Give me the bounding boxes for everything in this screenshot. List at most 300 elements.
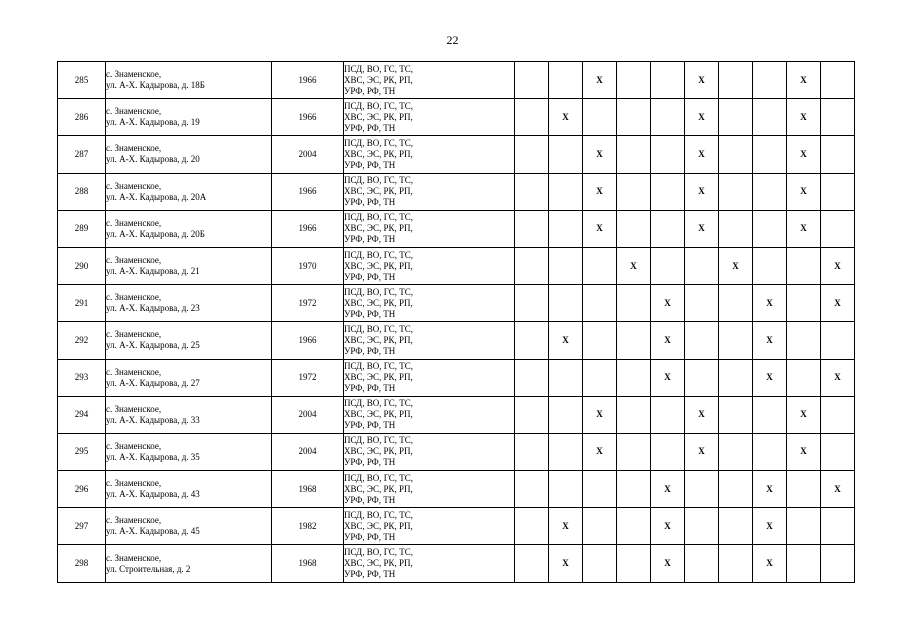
systems-line-1: ПСД, ВО, ГС, ТС, [344, 361, 414, 372]
address-line-1: с. Знаменское, [106, 478, 162, 489]
empty-cell [753, 99, 787, 136]
empty-cell [617, 471, 651, 508]
table-row [58, 285, 855, 322]
systems-cell [344, 99, 515, 136]
x-mark: X [800, 111, 807, 122]
row-number: 288 [58, 173, 106, 210]
mark-cell [651, 545, 685, 582]
x-mark: X [834, 260, 841, 271]
mark-cell [549, 99, 583, 136]
year-cell: 1982 [272, 508, 344, 545]
systems-line-3: УРФ, РФ, ТН [344, 197, 396, 208]
empty-cell [617, 359, 651, 396]
table-row [58, 62, 855, 99]
address-cell [106, 322, 272, 359]
empty-cell [549, 471, 583, 508]
empty-cell [719, 322, 753, 359]
empty-cell [617, 173, 651, 210]
empty-cell [685, 322, 719, 359]
table-row [58, 210, 855, 247]
address-line-1: с. Знаменское, [106, 403, 162, 414]
x-mark: X [766, 483, 773, 494]
systems-line-2: ХВС, ЭС, РК, РП, [344, 558, 413, 569]
mark-cell [617, 247, 651, 284]
mark-cell [685, 99, 719, 136]
empty-cell [787, 359, 821, 396]
x-mark: X [664, 297, 671, 308]
empty-cell [719, 471, 753, 508]
systems-line-3: УРФ, РФ, ТН [344, 494, 396, 505]
x-mark: X [698, 446, 705, 457]
empty-cell [821, 62, 855, 99]
mark-cell [651, 508, 685, 545]
systems-cell [344, 433, 515, 470]
empty-cell [515, 210, 549, 247]
systems-line-1: ПСД, ВО, ГС, ТС, [344, 63, 414, 74]
empty-cell [753, 173, 787, 210]
empty-cell [515, 173, 549, 210]
housing-table [57, 61, 855, 583]
systems-line-2: ХВС, ЭС, РК, РП, [344, 409, 413, 420]
systems-line-2: ХВС, ЭС, РК, РП, [344, 223, 413, 234]
empty-cell [549, 136, 583, 173]
address-line-1: с. Знаменское, [106, 552, 162, 563]
address-line-1: с. Знаменское, [106, 440, 162, 451]
mark-cell [685, 62, 719, 99]
empty-cell [515, 396, 549, 433]
row-number: 286 [58, 99, 106, 136]
x-mark: X [800, 446, 807, 457]
x-mark: X [664, 520, 671, 531]
empty-cell [719, 545, 753, 582]
mark-cell [787, 136, 821, 173]
empty-cell [685, 247, 719, 284]
systems-cell [344, 471, 515, 508]
x-mark: X [664, 483, 671, 494]
x-mark: X [596, 409, 603, 420]
empty-cell [515, 62, 549, 99]
mark-cell [549, 545, 583, 582]
systems-cell [344, 545, 515, 582]
mark-cell [583, 62, 617, 99]
address-cell [106, 433, 272, 470]
mark-cell [685, 136, 719, 173]
table-row [58, 173, 855, 210]
systems-line-2: ХВС, ЭС, РК, РП, [344, 372, 413, 383]
x-mark: X [834, 372, 841, 383]
year-cell: 1966 [272, 62, 344, 99]
empty-cell [515, 247, 549, 284]
mark-cell [753, 508, 787, 545]
x-mark: X [596, 74, 603, 85]
year-cell: 1966 [272, 210, 344, 247]
address-line-2: ул. А-Х. Кадырова, д. 20А [106, 191, 207, 202]
systems-line-2: ХВС, ЭС, РК, РП, [344, 74, 413, 85]
systems-line-2: ХВС, ЭС, РК, РП, [344, 520, 413, 531]
empty-cell [617, 545, 651, 582]
x-mark: X [664, 558, 671, 569]
systems-line-2: ХВС, ЭС, РК, РП, [344, 260, 413, 271]
row-number: 291 [58, 285, 106, 322]
systems-line-2: ХВС, ЭС, РК, РП, [344, 297, 413, 308]
systems-line-1: ПСД, ВО, ГС, ТС, [344, 249, 414, 260]
address-line-2: ул. А-Х. Кадырова, д. 45 [106, 526, 200, 537]
mark-cell [787, 173, 821, 210]
address-line-1: с. Знаменское, [106, 106, 162, 117]
empty-cell [549, 247, 583, 284]
mark-cell [787, 210, 821, 247]
address-line-2: ул. А-Х. Кадырова, д. 43 [106, 489, 200, 500]
empty-cell [685, 285, 719, 322]
row-number: 295 [58, 433, 106, 470]
address-cell [106, 247, 272, 284]
table-row [58, 359, 855, 396]
mark-cell [583, 136, 617, 173]
mark-cell [651, 285, 685, 322]
mark-cell [787, 99, 821, 136]
x-mark: X [664, 372, 671, 383]
table-row [58, 545, 855, 582]
mark-cell [821, 285, 855, 322]
mark-cell [549, 508, 583, 545]
empty-cell [787, 247, 821, 284]
mark-cell [583, 396, 617, 433]
empty-cell [515, 471, 549, 508]
systems-cell [344, 62, 515, 99]
x-mark: X [698, 148, 705, 159]
row-number: 298 [58, 545, 106, 582]
x-mark: X [596, 186, 603, 197]
empty-cell [821, 210, 855, 247]
year-cell: 2004 [272, 433, 344, 470]
x-mark: X [766, 520, 773, 531]
mark-cell [753, 285, 787, 322]
empty-cell [617, 62, 651, 99]
empty-cell [651, 433, 685, 470]
empty-cell [753, 247, 787, 284]
empty-cell [515, 433, 549, 470]
empty-cell [549, 396, 583, 433]
address-line-1: с. Знаменское, [106, 217, 162, 228]
empty-cell [651, 173, 685, 210]
empty-cell [821, 99, 855, 136]
address-cell [106, 359, 272, 396]
empty-cell [583, 359, 617, 396]
row-number: 294 [58, 396, 106, 433]
mark-cell [685, 396, 719, 433]
year-cell: 1966 [272, 322, 344, 359]
address-line-2: ул. А-Х. Кадырова, д. 27 [106, 377, 200, 388]
empty-cell [787, 471, 821, 508]
systems-line-3: УРФ, РФ, ТН [344, 569, 396, 580]
address-cell [106, 173, 272, 210]
systems-line-3: УРФ, РФ, ТН [344, 531, 396, 542]
empty-cell [787, 545, 821, 582]
x-mark: X [800, 74, 807, 85]
empty-cell [651, 62, 685, 99]
mark-cell [753, 359, 787, 396]
empty-cell [651, 136, 685, 173]
address-line-2: ул. А-Х. Кадырова, д. 20 [106, 154, 200, 165]
address-line-1: с. Знаменское, [106, 329, 162, 340]
empty-cell [515, 322, 549, 359]
year-cell: 2004 [272, 396, 344, 433]
address-line-1: с. Знаменское, [106, 515, 162, 526]
systems-line-2: ХВС, ЭС, РК, РП, [344, 446, 413, 457]
x-mark: X [596, 223, 603, 234]
systems-line-3: УРФ, РФ, ТН [344, 345, 396, 356]
mark-cell [753, 471, 787, 508]
year-cell: 1968 [272, 545, 344, 582]
empty-cell [719, 99, 753, 136]
mark-cell [651, 359, 685, 396]
address-line-1: с. Знаменское, [106, 366, 162, 377]
empty-cell [583, 247, 617, 284]
empty-cell [617, 508, 651, 545]
address-cell [106, 99, 272, 136]
address-cell [106, 62, 272, 99]
table-row [58, 396, 855, 433]
mark-cell [821, 247, 855, 284]
address-line-2: ул. Строительная, д. 2 [106, 563, 191, 574]
x-mark: X [698, 186, 705, 197]
systems-line-3: УРФ, РФ, ТН [344, 122, 396, 133]
empty-cell [617, 322, 651, 359]
table-row [58, 471, 855, 508]
mark-cell [651, 322, 685, 359]
row-number: 292 [58, 322, 106, 359]
table-row [58, 433, 855, 470]
empty-cell [821, 173, 855, 210]
year-cell: 1970 [272, 247, 344, 284]
empty-cell [549, 210, 583, 247]
empty-cell [685, 545, 719, 582]
x-mark: X [562, 334, 569, 345]
row-number: 297 [58, 508, 106, 545]
row-number: 293 [58, 359, 106, 396]
year-cell: 1968 [272, 471, 344, 508]
empty-cell [719, 359, 753, 396]
empty-cell [549, 433, 583, 470]
address-cell [106, 396, 272, 433]
empty-cell [617, 136, 651, 173]
address-cell [106, 545, 272, 582]
systems-cell [344, 136, 515, 173]
empty-cell [719, 62, 753, 99]
table-row [58, 136, 855, 173]
systems-line-3: УРФ, РФ, ТН [344, 159, 396, 170]
systems-line-1: ПСД, ВО, ГС, ТС, [344, 100, 414, 111]
systems-line-3: УРФ, РФ, ТН [344, 271, 396, 282]
year-cell: 1966 [272, 173, 344, 210]
empty-cell [719, 508, 753, 545]
x-mark: X [766, 558, 773, 569]
empty-cell [753, 433, 787, 470]
table-row [58, 322, 855, 359]
mark-cell [821, 359, 855, 396]
empty-cell [549, 359, 583, 396]
empty-cell [787, 322, 821, 359]
empty-cell [515, 359, 549, 396]
x-mark: X [664, 334, 671, 345]
empty-cell [515, 136, 549, 173]
empty-cell [617, 210, 651, 247]
mark-cell [753, 545, 787, 582]
empty-cell [821, 136, 855, 173]
page-number: 22 [446, 33, 459, 47]
systems-line-3: УРФ, РФ, ТН [344, 457, 396, 468]
systems-line-1: ПСД, ВО, ГС, ТС, [344, 547, 414, 558]
year-cell: 1966 [272, 99, 344, 136]
systems-cell [344, 396, 515, 433]
address-line-2: ул. А-Х. Кадырова, д. 33 [106, 414, 200, 425]
row-number: 285 [58, 62, 106, 99]
empty-cell [787, 285, 821, 322]
systems-cell [344, 247, 515, 284]
x-mark: X [596, 148, 603, 159]
empty-cell [583, 285, 617, 322]
empty-cell [651, 210, 685, 247]
systems-line-1: ПСД, ВО, ГС, ТС, [344, 398, 414, 409]
x-mark: X [698, 223, 705, 234]
empty-cell [651, 247, 685, 284]
systems-line-2: ХВС, ЭС, РК, РП, [344, 111, 413, 122]
mark-cell [753, 322, 787, 359]
address-line-1: с. Знаменское, [106, 292, 162, 303]
mark-cell [685, 433, 719, 470]
address-line-2: ул. А-Х. Кадырова, д. 20Б [106, 228, 205, 239]
mark-cell [787, 62, 821, 99]
empty-cell [753, 136, 787, 173]
empty-cell [583, 99, 617, 136]
empty-cell [719, 285, 753, 322]
x-mark: X [800, 148, 807, 159]
systems-cell [344, 173, 515, 210]
systems-line-1: ПСД, ВО, ГС, ТС, [344, 323, 414, 334]
mark-cell [685, 210, 719, 247]
address-cell [106, 508, 272, 545]
mark-cell [583, 433, 617, 470]
systems-line-2: ХВС, ЭС, РК, РП, [344, 334, 413, 345]
empty-cell [583, 545, 617, 582]
systems-cell [344, 285, 515, 322]
row-number: 290 [58, 247, 106, 284]
address-cell [106, 471, 272, 508]
systems-line-3: УРФ, РФ, ТН [344, 383, 396, 394]
empty-cell [617, 396, 651, 433]
empty-cell [549, 62, 583, 99]
systems-line-1: ПСД, ВО, ГС, ТС, [344, 435, 414, 446]
address-line-1: с. Знаменское, [106, 255, 162, 266]
empty-cell [685, 359, 719, 396]
row-number: 289 [58, 210, 106, 247]
address-line-2: ул. А-Х. Кадырова, д. 19 [106, 117, 200, 128]
empty-cell [549, 173, 583, 210]
address-line-1: с. Знаменское, [106, 143, 162, 154]
x-mark: X [698, 111, 705, 122]
address-line-2: ул. А-Х. Кадырова, д. 18Б [106, 80, 205, 91]
table-row [58, 247, 855, 284]
systems-line-1: ПСД, ВО, ГС, ТС, [344, 472, 414, 483]
empty-cell [821, 508, 855, 545]
empty-cell [583, 508, 617, 545]
empty-cell [719, 173, 753, 210]
address-line-2: ул. А-Х. Кадырова, д. 35 [106, 451, 200, 462]
x-mark: X [800, 186, 807, 197]
x-mark: X [732, 260, 739, 271]
mark-cell [685, 173, 719, 210]
systems-line-3: УРФ, РФ, ТН [344, 308, 396, 319]
table-row [58, 508, 855, 545]
x-mark: X [562, 111, 569, 122]
systems-line-3: УРФ, РФ, ТН [344, 234, 396, 245]
mark-cell [583, 173, 617, 210]
table-body [58, 62, 855, 583]
empty-cell [821, 322, 855, 359]
x-mark: X [630, 260, 637, 271]
x-mark: X [766, 297, 773, 308]
empty-cell [753, 62, 787, 99]
x-mark: X [562, 520, 569, 531]
empty-cell [787, 508, 821, 545]
empty-cell [515, 508, 549, 545]
address-line-2: ул. А-Х. Кадырова, д. 25 [106, 340, 200, 351]
empty-cell [753, 210, 787, 247]
systems-line-3: УРФ, РФ, ТН [344, 85, 396, 96]
x-mark: X [766, 334, 773, 345]
empty-cell [719, 210, 753, 247]
row-number: 296 [58, 471, 106, 508]
x-mark: X [698, 409, 705, 420]
empty-cell [515, 99, 549, 136]
empty-cell [821, 433, 855, 470]
address-line-1: с. Знаменское, [106, 180, 162, 191]
year-cell: 2004 [272, 136, 344, 173]
empty-cell [583, 471, 617, 508]
empty-cell [719, 433, 753, 470]
systems-line-2: ХВС, ЭС, РК, РП, [344, 148, 413, 159]
empty-cell [719, 136, 753, 173]
year-cell: 1972 [272, 285, 344, 322]
address-cell [106, 285, 272, 322]
empty-cell [515, 545, 549, 582]
x-mark: X [834, 483, 841, 494]
empty-cell [719, 396, 753, 433]
empty-cell [685, 471, 719, 508]
systems-line-1: ПСД, ВО, ГС, ТС, [344, 175, 414, 186]
systems-line-2: ХВС, ЭС, РК, РП, [344, 483, 413, 494]
systems-line-1: ПСД, ВО, ГС, ТС, [344, 212, 414, 223]
empty-cell [753, 396, 787, 433]
table-row [58, 99, 855, 136]
x-mark: X [562, 558, 569, 569]
systems-line-1: ПСД, ВО, ГС, ТС, [344, 286, 414, 297]
empty-cell [617, 285, 651, 322]
address-cell [106, 136, 272, 173]
empty-cell [651, 99, 685, 136]
row-number: 287 [58, 136, 106, 173]
systems-cell [344, 210, 515, 247]
systems-cell [344, 322, 515, 359]
x-mark: X [766, 372, 773, 383]
x-mark: X [834, 297, 841, 308]
address-cell [106, 210, 272, 247]
systems-line-3: УРФ, РФ, ТН [344, 420, 396, 431]
empty-cell [685, 508, 719, 545]
empty-cell [651, 396, 685, 433]
systems-line-2: ХВС, ЭС, РК, РП, [344, 186, 413, 197]
address-line-2: ул. А-Х. Кадырова, д. 21 [106, 266, 200, 277]
